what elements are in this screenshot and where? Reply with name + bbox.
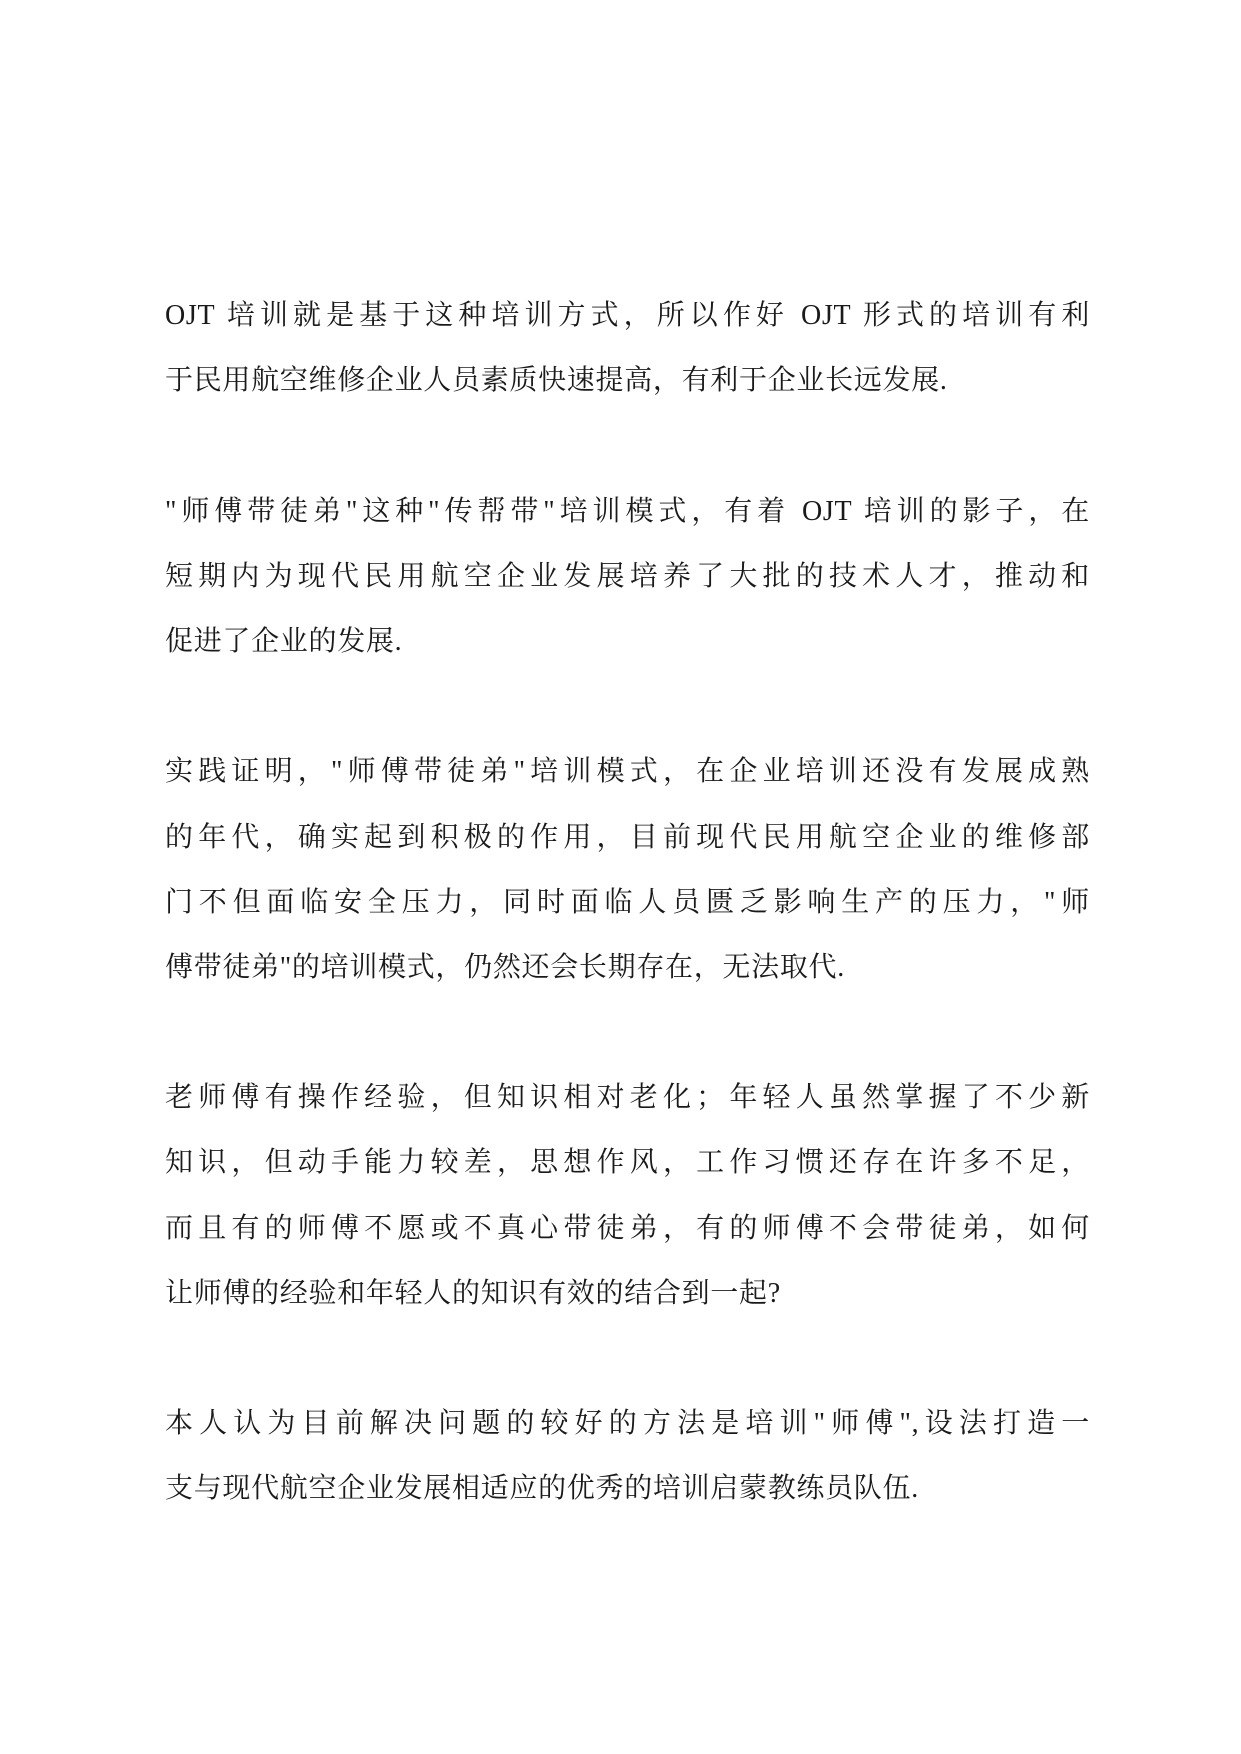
text-line: 老师傅有操作经验，但知识相对老化；年轻人虽然掌握了不少新: [165, 1082, 1090, 1114]
text-line: 促进了企业的发展.: [165, 625, 403, 657]
text-line: 本人认为目前解决问题的较好的方法是培训"师傅",设法打造一: [165, 1408, 1090, 1440]
text-line: 短期内为现代民用航空企业发展培养了大批的技术人才，推动和: [165, 560, 1090, 592]
text-line: 傅带徒弟"的培训模式，仍然还会长期存在，无法取代.: [165, 951, 845, 983]
text-line: 门不但面临安全压力，同时面临人员匮乏影响生产的压力，"师: [165, 886, 1090, 918]
text-line: OJT 培训就是基于这种培训方式，所以作好 OJT 形式的培训有利: [165, 300, 1090, 331]
text-line: 的年代，确实起到积极的作用，目前现代民用航空企业的维修部: [165, 821, 1090, 853]
paragraph-1: [165, 283, 1090, 413]
text-line: 而且有的师傅不愿或不真心带徒弟，有的师傅不会带徒弟，如何: [165, 1212, 1090, 1244]
paragraph-3: [165, 739, 1090, 1000]
text-line: 于民用航空维修企业人员素质快速提高，有利于企业长远发展.: [165, 365, 948, 397]
text-line: 让师傅的经验和年轻人的知识有效的结合到一起?: [165, 1277, 781, 1309]
paragraph-5: [165, 1391, 1090, 1521]
text-line: 实践证明，"师傅带徒弟"培训模式，在企业培训还没有发展成熟: [165, 756, 1090, 788]
document-body: [165, 283, 1090, 1587]
paragraph-2: [165, 479, 1090, 675]
text-line: 知识，但动手能力较差，思想作风，工作习惯还存在许多不足，: [165, 1147, 1090, 1179]
text-line: 支与现代航空企业发展相适应的优秀的培训启蒙教练员队伍.: [165, 1473, 919, 1505]
text-line: "师傅带徒弟"这种"传帮带"培训模式，有着 OJT 培训的影子，在: [165, 495, 1090, 527]
paragraph-4: [165, 1065, 1090, 1326]
